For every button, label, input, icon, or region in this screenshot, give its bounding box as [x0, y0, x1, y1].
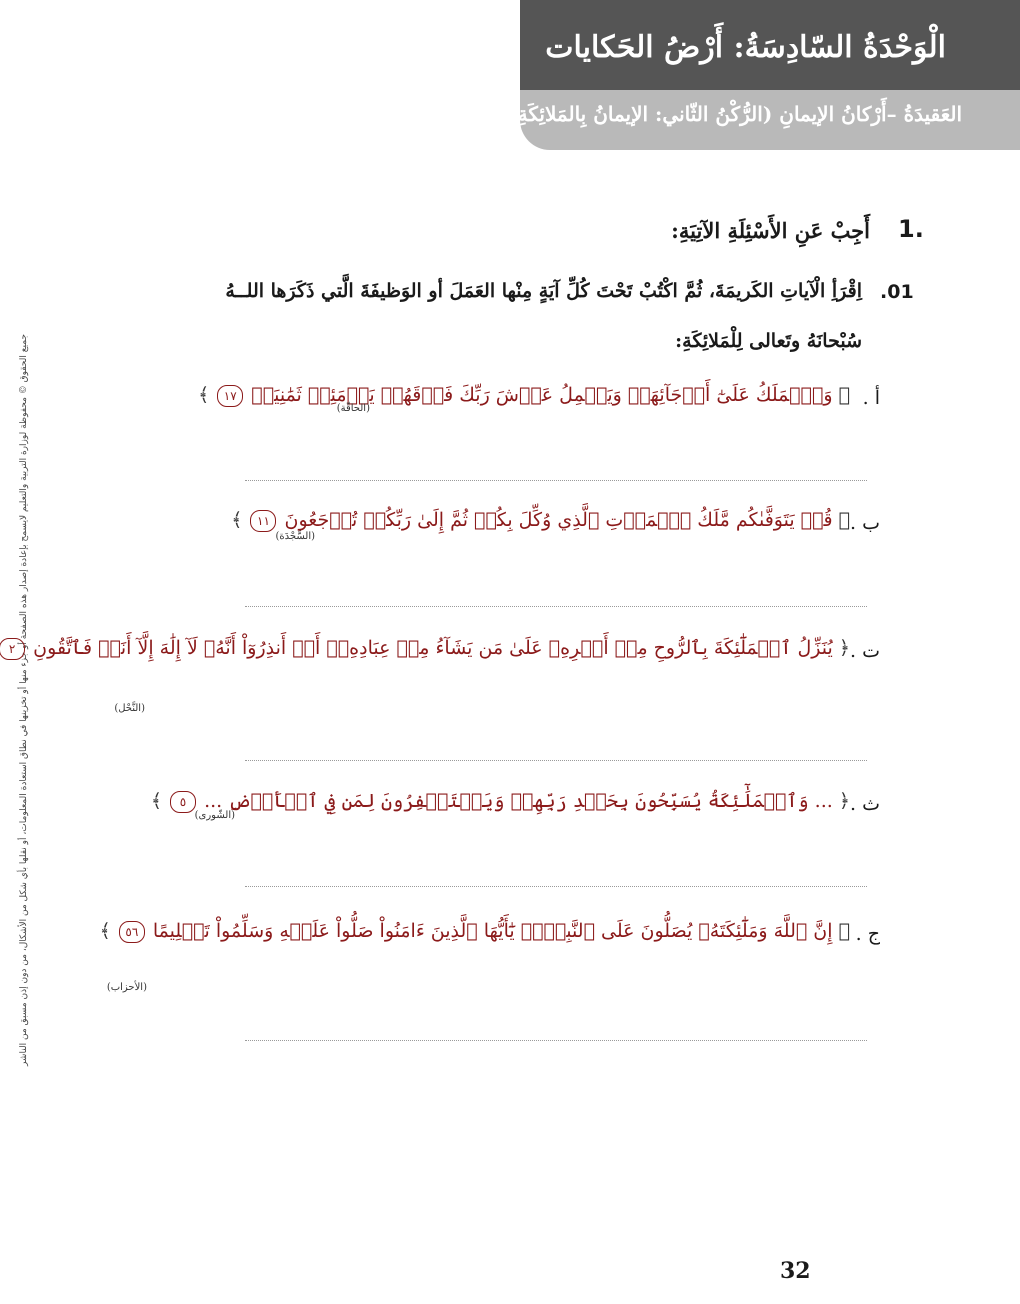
surah-name: (الشّورى) — [194, 810, 235, 821]
ayah-number-marker: ١٧ — [217, 385, 243, 407]
verse-text: قُلۡ يَتَوَفَّىٰكُم مَّلَكُ ٱلۡمَوۡتِ ٱلَّذِي وُكِّلَ بِكُمۡ ثُمَّ إِلَىٰ رَبِّكُمۡ تُرۡجَعُونَ — [284, 509, 833, 531]
verse-text: ... وَٱلۡمَلَٰٓئِكَةُ يُسَبِّحُونَ بِحَمۡدِ رَبِّهِمۡ وَيَسۡتَغۡفِرُونَ لِمَن فِي ٱلۡأَرۡضِ ... — [204, 790, 833, 812]
open-bracket: ﴿ — [838, 790, 850, 812]
open-bracket: ﴿ — [838, 637, 850, 659]
item-letter-a: أ . — [862, 387, 880, 409]
verse-text: يُنَزِّلُ ٱلۡمَلَٰٓئِكَةَ بِٱلرُّوحِ مِنۡ أَمۡرِهِۦ عَلَىٰ مَن يَشَآءُ مِنۡ عِبَادِهِۦٓ أَنۡ أَنذِرُوٓاْ أَنَّهُۥ لَآ إِلَٰهَ إِلَّآ أَنَا۠ فَٱتَّقُونِ — [33, 637, 833, 659]
surah-name: (النَّحْل) — [114, 703, 145, 714]
ayah-number-marker: ٢ — [0, 638, 25, 660]
verse-th — [151, 790, 850, 813]
verse-a — [198, 384, 850, 407]
close-bracket: ﴾ — [150, 790, 162, 812]
page-number: 32 — [780, 1258, 811, 1284]
open-bracket: ﴿ — [838, 384, 850, 406]
surah-name: (السَّجْدَة) — [275, 531, 315, 542]
close-bracket: ﴾ — [231, 509, 243, 531]
item-letter-b: ب . — [850, 512, 880, 534]
lesson-title: العَقيدَةُ –أَرْكانُ الإيمانِ (الرُّكْنُ الثّاني: الإيمانُ بِالمَلائِكَةِ) — [508, 102, 962, 126]
answer-line[interactable] — [245, 1040, 867, 1041]
question-text: أَجِبْ عَنِ الأَسْئِلَةِ الآتِيَةِ: — [671, 218, 870, 243]
verse-b — [231, 509, 850, 532]
ayah-number-marker: ٥٦ — [119, 921, 145, 943]
close-bracket: ﴾ — [198, 384, 210, 406]
question-number: 1. — [898, 215, 924, 243]
copyright-text: جميع الحقوق © محفوظة لوزارة التربية والتعليم لايسمح بإعادة إصدار هذه الصفحة أو جزء منها أو تخزينها في نطاق استعادة المعلومات، أو نقلها بأي شكل من الأشكال، من دون إذن مسبق من الناشر — [19, 333, 29, 1067]
ayah-number-marker: ١١ — [250, 510, 276, 532]
ayah-number-marker: ٥ — [170, 791, 196, 813]
unit-title: الْوَحْدَةُ السّادِسَةُ: أَرْضُ الحَكايات — [545, 30, 946, 65]
sub-question-line-1: اِقْرَأِ الْآياتِ الكَريمَةَ، ثُمَّ اكْتُبْ تَحْتَ كُلِّ آيَةٍ مِنْها العَمَلَ أو الوَظيفَةَ الَّتي ذَكَرَها اللــهُ — [225, 280, 862, 302]
answer-line[interactable] — [245, 760, 867, 761]
verse-text: إِنَّ ٱللَّهَ وَمَلَٰٓئِكَتَهُۥ يُصَلُّونَ عَلَى ٱلنَّبِيِّۚ يَٰٓأَيُّهَا ٱلَّذِينَ ءَامَنُواْ صَلُّواْ عَلَيۡهِ وَسَلِّمُواْ تَسۡلِيمًا — [152, 920, 833, 942]
answer-line[interactable] — [245, 886, 867, 887]
surah-name: (الحاقّة) — [336, 403, 370, 414]
open-bracket: ﴿ — [838, 509, 850, 531]
verse-j — [100, 920, 850, 943]
verse-text: وَٱلۡمَلَكُ عَلَىٰٓ أَرۡجَآئِهَاۚ وَيَحۡمِلُ عَرۡشَ رَبِّكَ فَوۡقَهُمۡ يَوۡمَئِذٖ ثَمَٰنِيَةٞ — [251, 384, 833, 406]
answer-line[interactable] — [245, 606, 867, 607]
answer-line[interactable] — [245, 480, 867, 481]
surah-name: (الأحزاب) — [106, 982, 147, 993]
item-letter-j: ج . — [855, 923, 880, 945]
item-letter-t: ت . — [850, 640, 880, 662]
open-bracket: ﴿ — [838, 920, 850, 942]
sub-question-line-2: سُبْحانَهُ وتَعالى لِلْمَلائِكَةِ: — [675, 330, 862, 352]
close-bracket: ﴾ — [99, 920, 111, 942]
item-letter-th: ث . — [850, 793, 880, 815]
sub-question-number: .01 — [880, 281, 914, 303]
verse-t — [0, 637, 850, 660]
